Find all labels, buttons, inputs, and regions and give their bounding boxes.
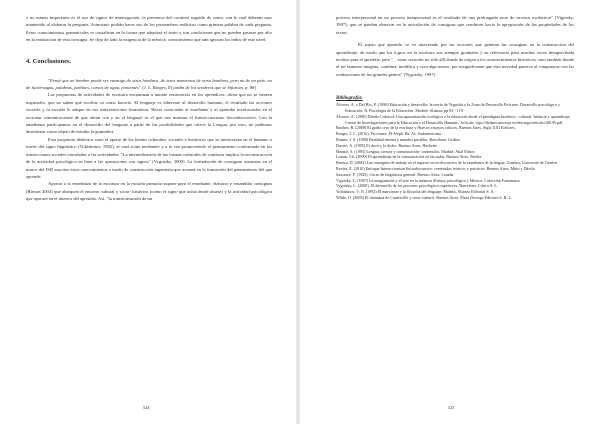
bibliography-list <box>336 102 574 201</box>
page-number: 525 <box>448 405 455 410</box>
body-paragraph: Aportar a la enseñanza de la escritura en la escuela primaria supone para el enseñante, elaborar y ensamblar consignas (Riestra 2004) que abarquen el entorno cultural y socio- histórico (como el signo que actúa desde afuera) y la actividad psicológica que operará en el interior del aprendiz. Así, "la transformación de un <box>26 181 272 202</box>
left-text-column <box>26 14 272 203</box>
bibliography-entry: Wilde, O. (2003) El fantasma de Canterville y otros cuentos. Buenos Aires. Plaza Dorrego Editores S. R. L. <box>336 195 513 200</box>
right-text-column <box>336 14 574 201</box>
body-paragraph: proceso interpersonal en un proceso intrapersonal es el resultado de una prolongada serie de sucesos evolutivos" (Vigotsky, 1997), que se pueden observar en la articulación de consignas que conducen hacia la apropiación de las propiedades de los textos. <box>336 15 574 35</box>
bibliography-entry: Vigotsky, L. (1997) La imaginación y el arte en la infancia (Ensayo psicológico). México: Colección Fontamara. <box>336 177 521 183</box>
page-number: 524 <box>143 405 150 410</box>
bibliography-entry: Barthes, R. (2008) El grado cero de la escritura y Nuevos ensayos críticos. Buenos Aires, Siglo XXI Editores. <box>336 125 516 131</box>
right-page <box>300 0 600 424</box>
bibliography-entry: Álvarez, A. (1990) Diseño Cultural: Una aproximación ecológica a la educación desde el paradigma histórico - cultural. Infancia y aprendizaje. Centro de Investigaciones para la Educación y el Desarrollo Humano. Artículo. ispo://dialnet.unirioja.es/descarga/articulo/48195.pdf <box>336 113 571 125</box>
bibliography-title: Bibliografía: <box>336 96 363 102</box>
bibliography-entry: Álvarez, A. y Del Río, P. (1990) Educación y desarrollo: la teoría de Vygotski y la Zona de Desarrollo Próximo. Desarrollo psicológico y Educación, II. Psicología de la Educación. Madrid: Alianza, pp.93 - 119 <box>336 102 561 114</box>
body-paragraph: y no menos importante es el uso de signos de interrogación, la presencia del vocativo seguido de coma, con lo cual deberán usar mantenido al elaborar la pregunta. Asimismo podrán hacer uso de los pronombres enfáticos como primera palabra de cada pregunta. Estos conocimientos gramaticales se cristalizan en la forma que adoptará el texto y son condiciones que no pueden pasarse por alto en la realización de esta consigna. Se deja de lado la exigencia de la métrica, conocimiento que aún ignoran los niños de este nivel. <box>26 15 272 43</box>
bibliography-entry: Lomas, Ch. (2000) El aprendizaje de la comunicación en las aulas. Buenos Aires, Paidós. <box>336 154 483 160</box>
section-heading: 4. Conclusiones. <box>26 57 72 65</box>
bibliography-entry: Vygotsky, L. (2000). El desarrollo de los procesos psicológicos superiores. Barcelona, Crítica S. L. <box>336 183 498 189</box>
left-page <box>0 0 296 424</box>
body-paragraph: El sujeto que aprende, se ve atravesado por las acciones que generan las consignas en la construcción del aprendizaje, de modo que los logros en la escritura son siempre graduales y su relevancia pasa muchas veces desapercibida incluso para el aprendiz, pero "…estas creación no sólo allí donde da origen a los acontecimientos históricos, sino también donde el ser humano imagina, combina, modifica y crea algo nuevo, por insignificante que esta novedad parezca al compararse con las realizaciones de los grandes genios" (Vygotsky, 1997). <box>336 42 574 77</box>
body-paragraph: Esta propuesta didáctica surte el aporte de los bienes culturales, sociales e históricos que se interiorizan en el humano a través del signo lingüístico (Volóshinov, 1992), el cual actúa mediando y a la vez promoviendo el pensamiento conformado en las interacciones sociales vinculadas a las actividades: "La internalización de las formas culturales de conducta implica la reconstrucción de la actividad psicológica en base a las operaciones con signos" (Vygotsky, 2000). La formulación de consignas asentaras en el marco del ISD suscitos estos conocimientos a modo de construcción ingeniería que actuará en la formación del pensamiento del que aprende. <box>26 136 272 179</box>
bibliography-entry: Hounie, S. (1993) Lengua, ciencia y comunicación: contenidos, Madrid: Akal Editor. <box>336 148 476 154</box>
epigraph-quote: "Pensé que un hombre puede ser enemigo de otros hombres, de otros momentos de otros hombres, pero no de un país: no de luciérnagas, palabras, jardines, cursos de agua, ponientes" (J. L. Borges, El jardín de los senderos que se bifurcan, p. 88) <box>26 77 272 91</box>
bibliography-entry: Volóshinov, V. N. (1992) El marxismo y la filosofía del lenguaje. Madrid, Alianza Editorial S. A. <box>336 189 495 195</box>
body-paragraph: Las propuestas de actividades de escritura encaminan a mundo resistencias en los aprendices: dicen que no se sienten inspirados, que no saben qué escribir, ni cómo hacerlo. El lenguaje es inherente al desarrollo humano, el resultado las acciones sociales y la escuela lo adopta en sus intervenciones formativas. Hacer consciente al enseñante y al aprendiz involucrados en el accionar comunicacional de que obran con y en el lenguaje es el que nos muestra el Interaccionismo Sociodiscursivo. Con la enseñanza participamos en el desarrollo del lenguaje a partir de las posibilidades que ofrece la Lengua, por esto, no podemos desestimar como objeto de estudio la gramática. <box>26 92 272 135</box>
bibliography-entry: Saussure, F. (1945). Curso de lingüística general. Buenos Aires, Losada. <box>336 171 455 177</box>
bibliography-entry: Bruner, J. S. (1988) Realidad mental y mundos posibles. Barcelona, Gedisa. <box>336 137 461 143</box>
bibliography-entry: Riestra, D. (2004) Las consignas de trabajo en el espacio socio-discursivo de la enseñanza de la lengua. Ginebra, Université de Genève. <box>336 160 559 166</box>
bibliography-entry: Borges, J. L. (2016). Ficciones. El Aleph. Bs. As. Sudamericana. <box>336 131 442 137</box>
bibliography-entry: Ducrot, A. (1985) El decir y lo dicho. Buenos Aires, Hachette. <box>336 142 438 148</box>
bibliography-entry: Rovira, E. (2010) Enfoque Interaccionista Sociodiscursivo: contenidos teóricos y prácticos. Buenos Aires, Miño y Dávila. <box>336 166 536 172</box>
